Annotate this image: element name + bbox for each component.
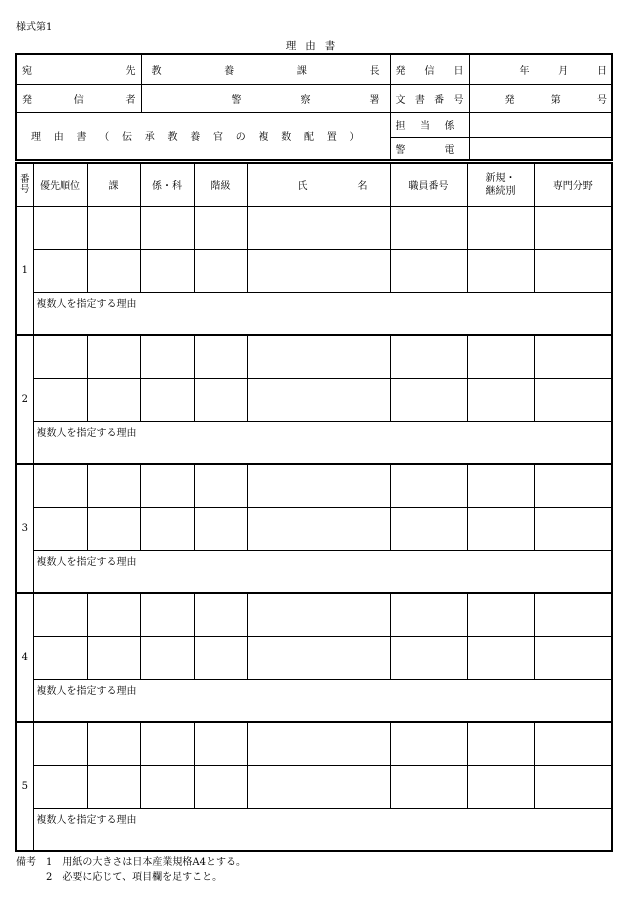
col-number-header: 番号 xyxy=(16,163,33,206)
priority-cell[interactable] xyxy=(33,249,87,292)
phone-label-cell xyxy=(390,137,469,160)
section-cell[interactable] xyxy=(87,593,140,636)
doc-no-label: 文 書 番 号 xyxy=(395,94,464,106)
unit-cell[interactable] xyxy=(140,722,194,765)
send-date-label-cell xyxy=(390,54,469,84)
priority-cell[interactable] xyxy=(33,507,87,550)
doc-no-value-cell[interactable] xyxy=(469,84,612,112)
reason-cell[interactable] xyxy=(33,679,612,722)
candidate-table xyxy=(15,162,613,852)
candidate-row xyxy=(16,722,612,765)
staff-id-cell[interactable] xyxy=(390,206,467,249)
reason-row xyxy=(16,421,612,464)
col-name-label: 氏 名 xyxy=(297,181,368,193)
new-continue-cell[interactable] xyxy=(467,722,534,765)
section-cell[interactable] xyxy=(87,249,140,292)
sender-value-cell[interactable] xyxy=(141,84,390,112)
staff-id-cell[interactable] xyxy=(390,464,467,507)
rank-cell[interactable] xyxy=(194,335,247,378)
new-continue-cell[interactable] xyxy=(467,507,534,550)
name-cell[interactable] xyxy=(247,206,390,249)
remarks xyxy=(16,855,246,885)
reason-row xyxy=(16,808,612,851)
staff-label: 担 当 係 xyxy=(395,121,455,132)
reason-label: 複数人を指定する理由 xyxy=(36,556,137,568)
unit-cell[interactable] xyxy=(140,636,194,679)
name-cell[interactable] xyxy=(247,335,390,378)
rank-cell[interactable] xyxy=(194,464,247,507)
rank-cell[interactable] xyxy=(194,765,247,808)
name-cell[interactable] xyxy=(247,378,390,421)
unit-cell[interactable] xyxy=(140,335,194,378)
col-new-continue-header xyxy=(467,163,534,206)
reason-cell[interactable] xyxy=(33,808,612,851)
candidate-row xyxy=(16,335,612,378)
name-cell[interactable] xyxy=(247,722,390,765)
group-number: 4 xyxy=(16,593,33,722)
name-cell[interactable] xyxy=(247,249,390,292)
reason-label: 複数人を指定する理由 xyxy=(36,685,137,697)
group-number: 2 xyxy=(16,335,33,464)
priority-cell[interactable] xyxy=(33,722,87,765)
name-cell[interactable] xyxy=(247,464,390,507)
sender-value: 警 察 署 xyxy=(231,94,380,106)
reason-label: 複数人を指定する理由 xyxy=(36,814,137,826)
priority-cell[interactable] xyxy=(33,206,87,249)
priority-cell[interactable] xyxy=(33,464,87,507)
specialty-cell[interactable] xyxy=(534,507,612,550)
reason-label: 複数人を指定する理由 xyxy=(36,298,137,310)
section-cell[interactable] xyxy=(87,722,140,765)
reason-cell[interactable] xyxy=(33,550,612,593)
group-number: 1 xyxy=(16,206,33,335)
priority-cell[interactable] xyxy=(33,378,87,421)
document-title: 理由書 xyxy=(285,40,345,52)
send-date-value-cell[interactable] xyxy=(469,54,612,84)
unit-cell[interactable] xyxy=(140,206,194,249)
rank-cell[interactable] xyxy=(194,722,247,765)
sender-label-cell xyxy=(16,84,141,112)
section-cell[interactable] xyxy=(87,636,140,679)
staff-label-cell xyxy=(390,112,469,137)
rank-cell[interactable] xyxy=(194,593,247,636)
rank-cell[interactable] xyxy=(194,206,247,249)
unit-cell[interactable] xyxy=(140,507,194,550)
group-number: 3 xyxy=(16,464,33,593)
col-new-label: 新規・ xyxy=(485,172,516,184)
candidate-row xyxy=(16,593,612,636)
specialty-cell[interactable] xyxy=(534,636,612,679)
new-continue-cell[interactable] xyxy=(467,593,534,636)
name-cell[interactable] xyxy=(247,507,390,550)
specialty-cell[interactable] xyxy=(534,722,612,765)
reason-row xyxy=(16,550,612,593)
sender-label: 発 信 者 xyxy=(22,94,136,106)
staff-id-cell[interactable] xyxy=(390,636,467,679)
section-cell[interactable] xyxy=(87,765,140,808)
unit-cell[interactable] xyxy=(140,378,194,421)
col-section-header: 課 xyxy=(87,163,140,206)
reason-label: 複数人を指定する理由 xyxy=(36,427,137,439)
section-cell[interactable] xyxy=(87,206,140,249)
send-date-value: 年 月 日 xyxy=(519,65,607,77)
remark-1: 1 用紙の大きさは日本産業規格A4とする。 xyxy=(46,857,246,868)
new-continue-cell[interactable] xyxy=(467,206,534,249)
col-staff-id-header: 職員番号 xyxy=(390,163,467,206)
purpose-cell xyxy=(16,112,390,160)
new-continue-cell[interactable] xyxy=(467,636,534,679)
rank-cell[interactable] xyxy=(194,249,247,292)
unit-cell[interactable] xyxy=(140,593,194,636)
addressee-label-cell xyxy=(16,54,141,84)
reason-row xyxy=(16,292,612,335)
staff-id-cell[interactable] xyxy=(390,722,467,765)
priority-cell[interactable] xyxy=(33,636,87,679)
staff-id-cell[interactable] xyxy=(390,249,467,292)
col-continue-label: 継続別 xyxy=(485,185,516,197)
addressee-value-cell[interactable] xyxy=(141,54,390,84)
new-continue-cell[interactable] xyxy=(467,335,534,378)
purpose-text: 理 由 書 （ 伝 承 教 養 官 の 複 数 配 置 ） xyxy=(31,132,360,144)
candidate-row xyxy=(16,765,612,808)
form-number-label: 様式第1 xyxy=(16,22,53,33)
priority-cell[interactable] xyxy=(33,593,87,636)
doc-no-label-cell xyxy=(390,84,469,112)
candidate-row xyxy=(16,464,612,507)
header-table xyxy=(15,53,613,161)
staff-id-cell[interactable] xyxy=(390,593,467,636)
addressee-value: 教 養 課 長 xyxy=(151,65,380,77)
priority-cell[interactable] xyxy=(33,335,87,378)
name-cell[interactable] xyxy=(247,593,390,636)
rank-cell[interactable] xyxy=(194,636,247,679)
phone-value-cell[interactable] xyxy=(469,137,612,160)
candidate-row xyxy=(16,249,612,292)
unit-cell[interactable] xyxy=(140,464,194,507)
col-rank-header: 階級 xyxy=(194,163,247,206)
staff-id-cell[interactable] xyxy=(390,507,467,550)
reason-row xyxy=(16,679,612,722)
specialty-cell[interactable] xyxy=(534,335,612,378)
specialty-cell[interactable] xyxy=(534,464,612,507)
staff-id-cell[interactable] xyxy=(390,378,467,421)
col-specialty-header: 専門分野 xyxy=(534,163,612,206)
section-cell[interactable] xyxy=(87,335,140,378)
specialty-cell[interactable] xyxy=(534,593,612,636)
col-unit-header: 係・科 xyxy=(140,163,194,206)
section-cell[interactable] xyxy=(87,464,140,507)
specialty-cell[interactable] xyxy=(534,206,612,249)
new-continue-cell[interactable] xyxy=(467,249,534,292)
staff-id-cell[interactable] xyxy=(390,765,467,808)
remark-2: 2 必要に応じて、項目欄を足すこと。 xyxy=(46,872,223,883)
doc-no-value: 発 第 号 xyxy=(504,94,607,106)
new-continue-cell[interactable] xyxy=(467,464,534,507)
candidate-row xyxy=(16,206,612,249)
staff-value-cell[interactable] xyxy=(469,112,612,137)
name-cell[interactable] xyxy=(247,765,390,808)
col-name-header xyxy=(247,163,390,206)
addressee-label: 宛 先 xyxy=(22,65,136,77)
priority-cell[interactable] xyxy=(33,765,87,808)
col-priority-header: 優先順位 xyxy=(33,163,87,206)
new-continue-cell[interactable] xyxy=(467,378,534,421)
specialty-cell[interactable] xyxy=(534,765,612,808)
phone-label: 警 電 xyxy=(395,144,455,156)
section-cell[interactable] xyxy=(87,378,140,421)
name-cell[interactable] xyxy=(247,636,390,679)
reason-cell[interactable] xyxy=(33,292,612,335)
send-date-label: 発 信 日 xyxy=(395,65,464,77)
rank-cell[interactable] xyxy=(194,507,247,550)
specialty-cell[interactable] xyxy=(534,249,612,292)
candidate-row xyxy=(16,507,612,550)
reason-cell[interactable] xyxy=(33,421,612,464)
candidate-row xyxy=(16,378,612,421)
section-cell[interactable] xyxy=(87,507,140,550)
new-continue-cell[interactable] xyxy=(467,765,534,808)
remarks-prefix: 備考 xyxy=(16,857,36,868)
rank-cell[interactable] xyxy=(194,378,247,421)
specialty-cell[interactable] xyxy=(534,378,612,421)
candidate-row xyxy=(16,636,612,679)
staff-id-cell[interactable] xyxy=(390,335,467,378)
unit-cell[interactable] xyxy=(140,249,194,292)
group-number: 5 xyxy=(16,722,33,851)
unit-cell[interactable] xyxy=(140,765,194,808)
